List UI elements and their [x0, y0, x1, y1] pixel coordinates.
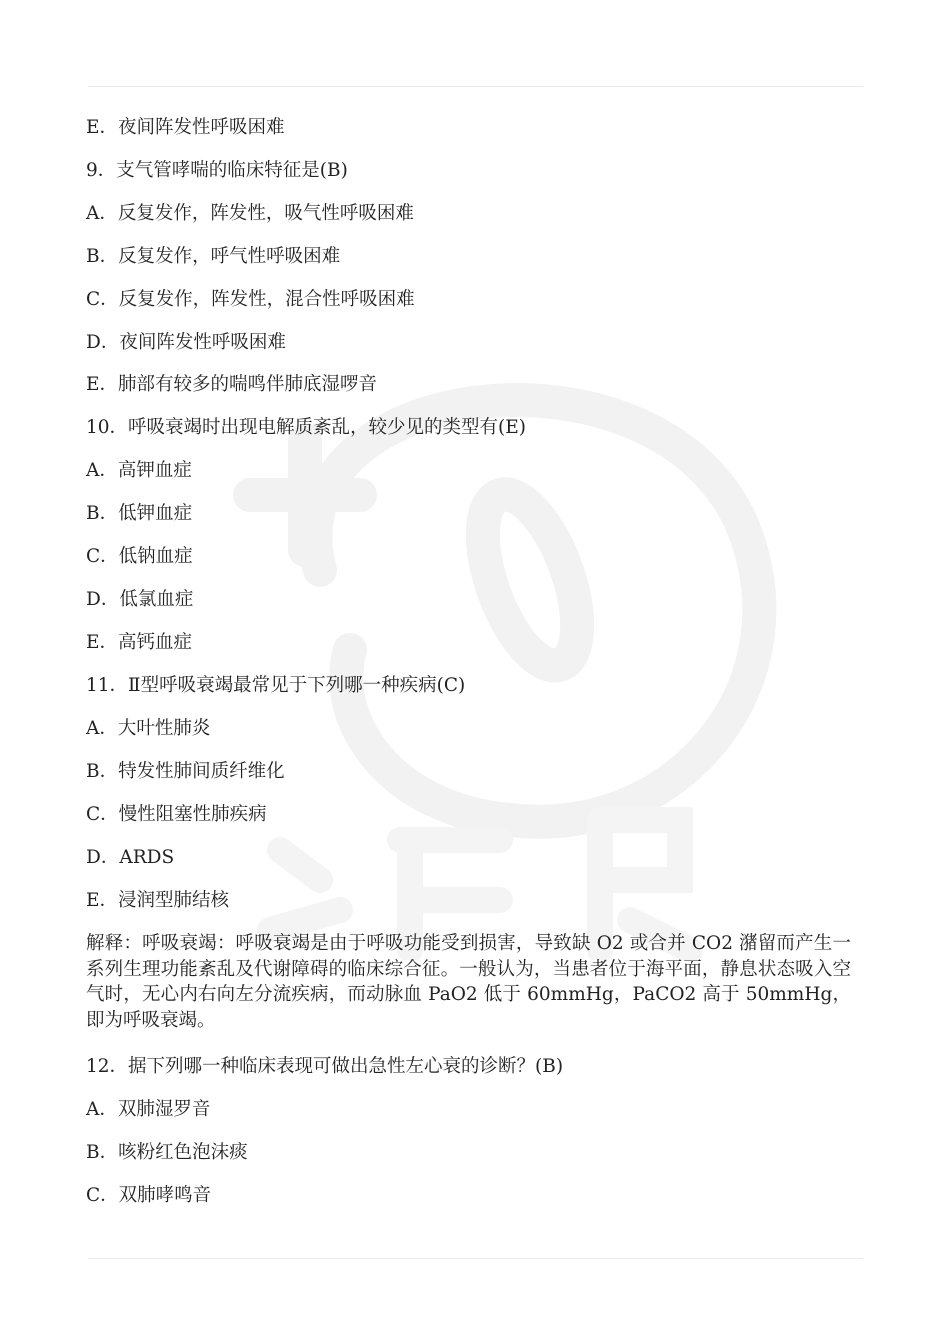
option-line: C．反复发作，阵发性，混合性呼吸困难 [86, 289, 415, 310]
option-line: B．反复发作，呼气性呼吸困难 [86, 246, 341, 267]
option-line: E．高钙血症 [86, 632, 193, 653]
question-line: 11．Ⅱ型呼吸衰竭最常见于下列哪一种疾病(C) [86, 675, 466, 696]
option-line: B．低钾血症 [86, 503, 193, 524]
option-line: C．慢性阻塞性肺疾病 [86, 804, 267, 825]
option-line: D．夜间阵发性呼吸困难 [86, 332, 286, 353]
question-line: 10．呼吸衰竭时出现电解质紊乱，较少见的类型有(E) [86, 417, 526, 438]
option-line: A．大叶性肺炎 [86, 718, 211, 739]
option-line: A．高钾血症 [86, 460, 192, 481]
footer-rule [88, 1258, 863, 1259]
question-line: 9．支气管哮喘的临床特征是(B) [86, 160, 348, 181]
option-line: C．双肺哮鸣音 [86, 1185, 212, 1206]
explanation-paragraph: 解释：呼吸衰竭：呼吸衰竭是由于呼吸功能受到损害，导致缺 O2 或合并 CO2 潴留而产生一系列生理功能紊乱及代谢障碍的临床综合征。一般认为，当患者位于海平面，静息状态吸入空气时，无心内右向左分流疾病，而动脉血 PaO2 低于 60mmHg，PaCO2 高于 50mmHg，即为呼吸衰竭。 [86, 933, 851, 1031]
option-line: C．低钠血症 [86, 546, 193, 567]
option-line: A．双肺湿罗音 [86, 1099, 211, 1120]
option-line: B．咳粉红色泡沫痰 [86, 1142, 248, 1163]
option-line: D．低氯血症 [86, 589, 194, 610]
option-line: E．夜间阵发性呼吸困难 [86, 117, 285, 138]
option-line: A．反复发作，阵发性，吸气性呼吸困难 [86, 203, 414, 224]
option-line: B．特发性肺间质纤维化 [86, 761, 285, 782]
option-line: E．浸润型肺结核 [86, 890, 230, 911]
option-line: D．ARDS [86, 847, 175, 868]
question-line: 12．据下列哪一种临床表现可做出急性左心衰的诊断？(B) [86, 1056, 564, 1077]
option-line: E．肺部有较多的喘鸣伴肺底湿啰音 [86, 374, 378, 395]
header-rule [88, 86, 863, 87]
